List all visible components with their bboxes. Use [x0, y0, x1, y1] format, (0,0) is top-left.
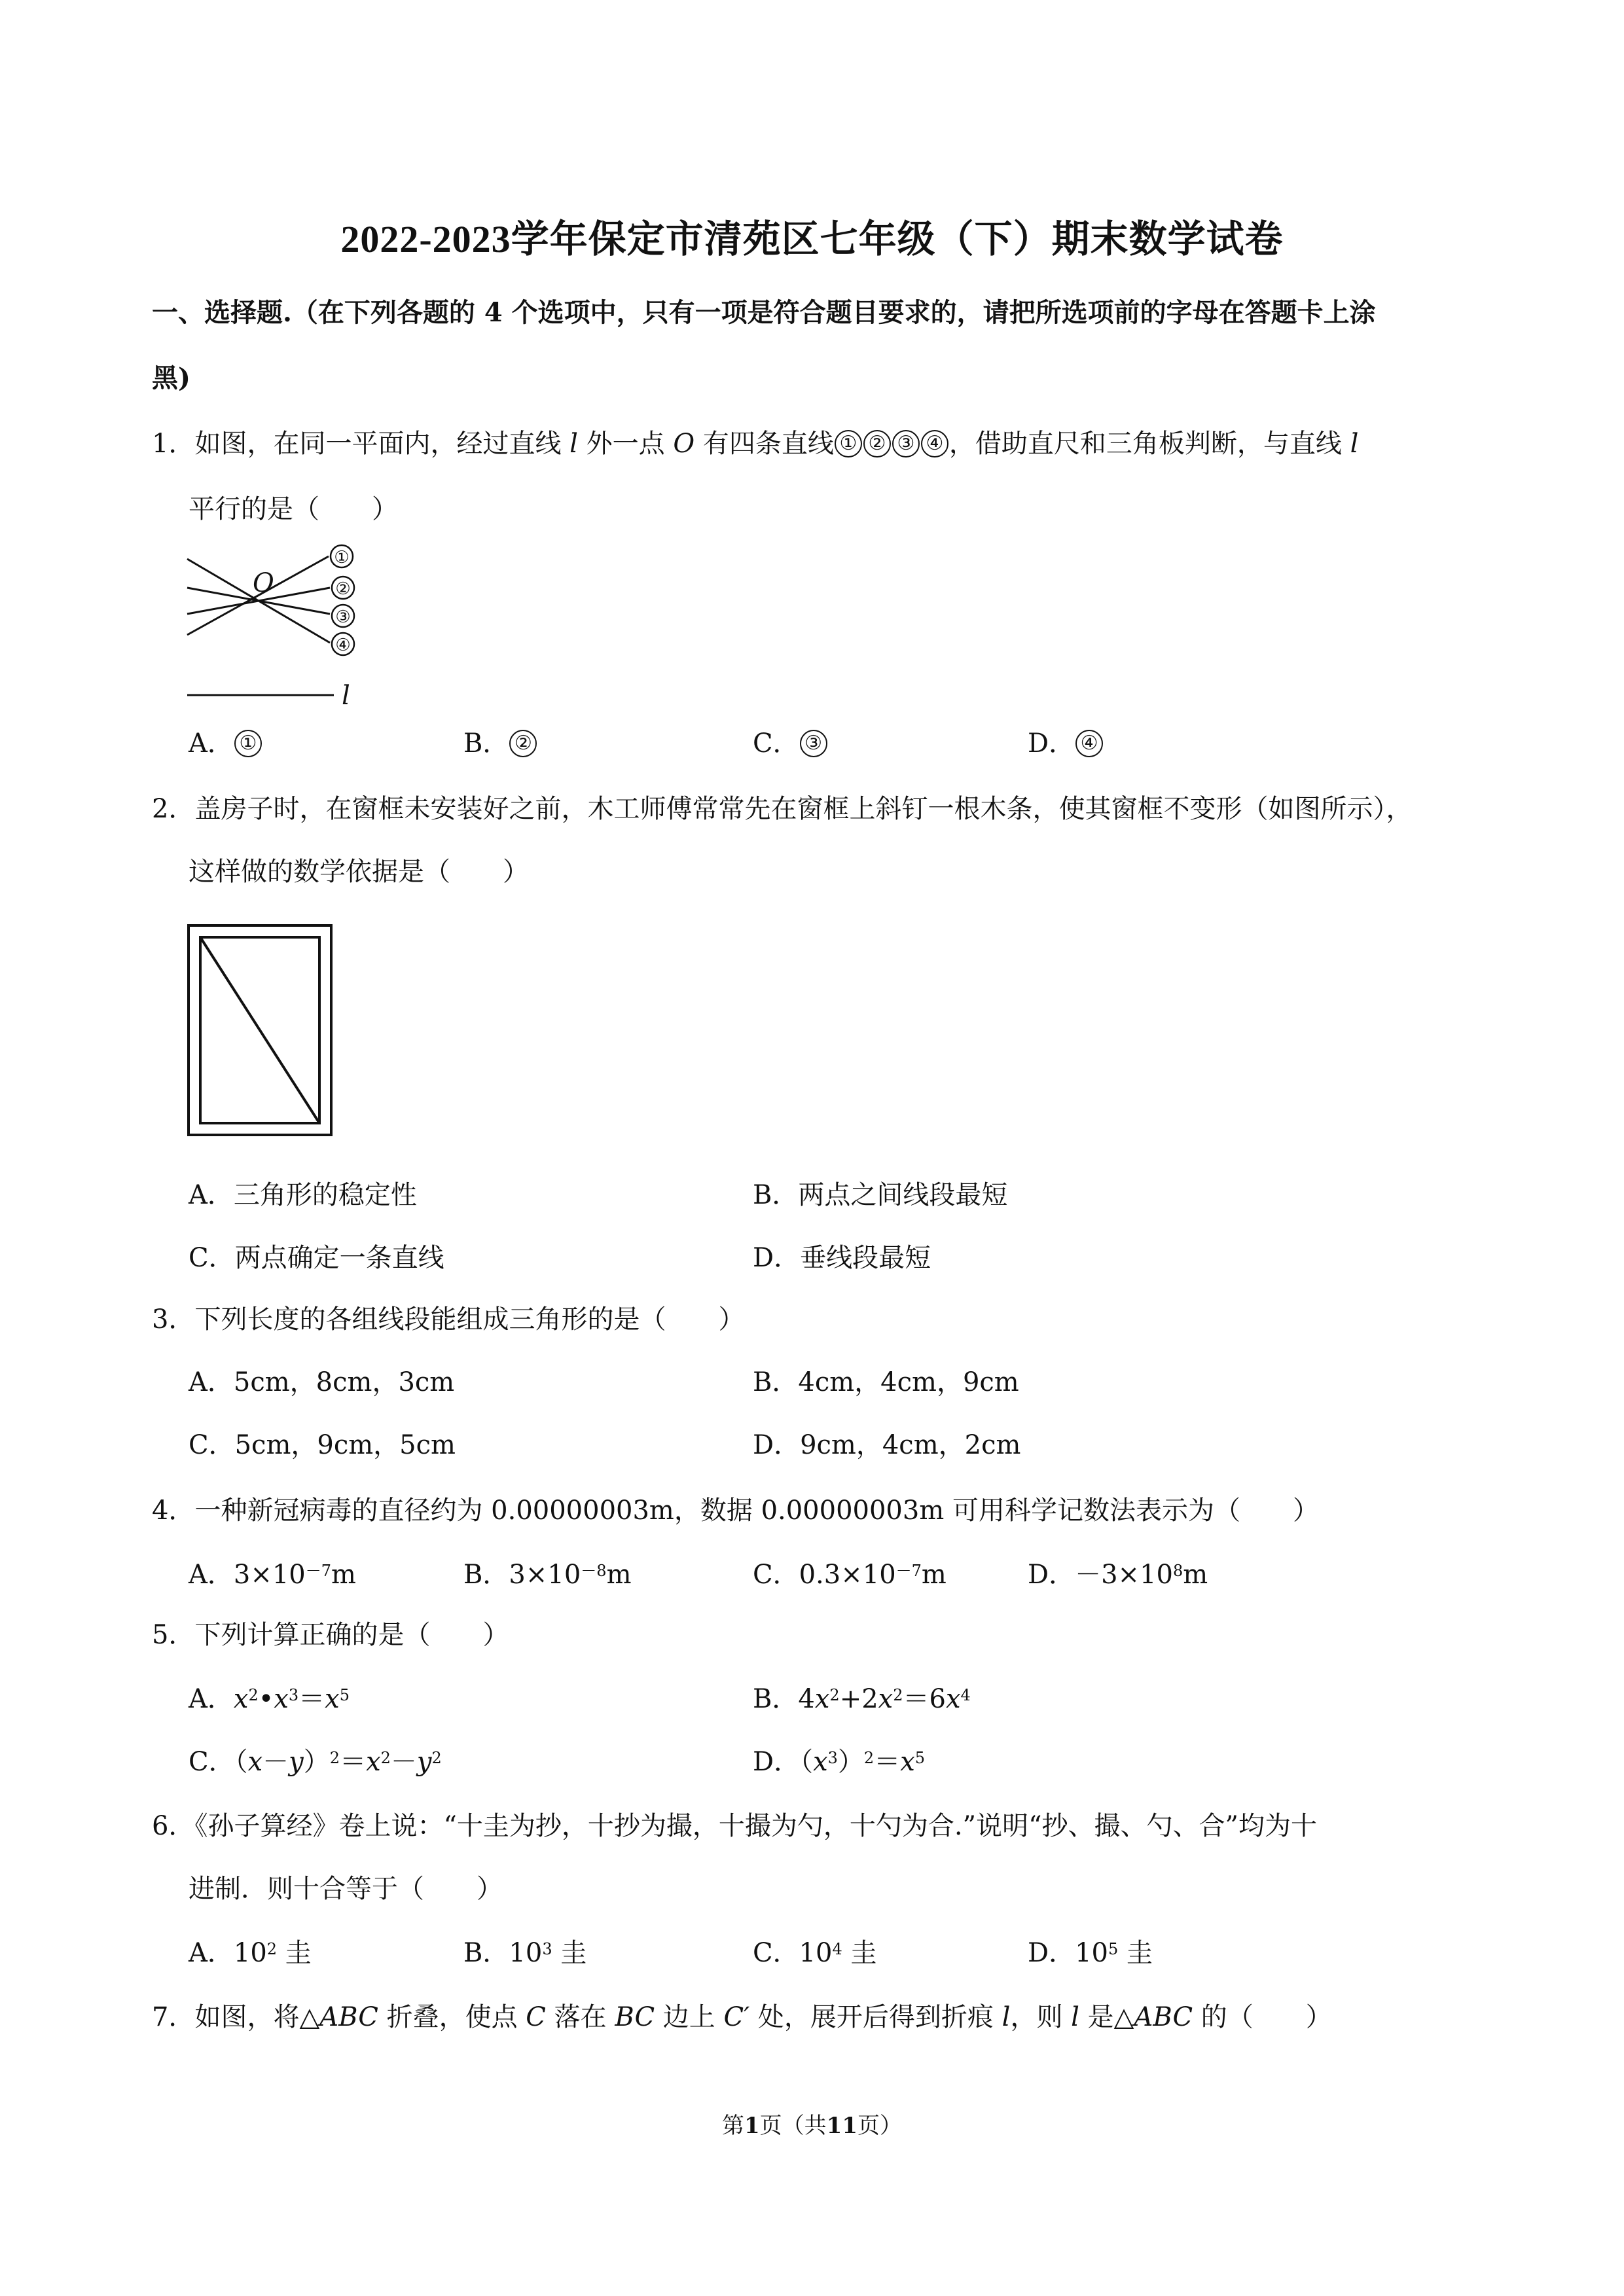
option-6a: A．$10^2$ 圭 [189, 1938, 312, 1968]
circled-4: ④ [921, 430, 948, 457]
question-5-text: 5．下列计算正确的是（ ） [152, 1620, 509, 1650]
option-4b: B．$3\times 10^{-8}m$ [463, 1560, 632, 1590]
question-6-text-cont: 进制．则十合等于（ ） [189, 1874, 503, 1904]
page-footer: 第1页（共11页） [722, 2113, 902, 2139]
option-2d: D．垂线段最短 [753, 1243, 931, 1273]
option-3a: A．5cm，8cm，3cm [189, 1367, 455, 1397]
mark-2: ② [335, 579, 351, 599]
question-4-text: 4．一种新冠病毒的直径约为 0.00000003m，数据 0.00000003m 可用科学记数法表示为（ ） [152, 1496, 1319, 1526]
mark-1: ① [334, 548, 350, 567]
option-1d: D． ④ [1028, 724, 1104, 763]
figure-lines-through-o [177, 537, 399, 720]
figure-window-frame [186, 923, 336, 1139]
option-6b: B．$10^3$ 圭 [463, 1938, 587, 1968]
circled-1: ① [835, 430, 862, 457]
section-header-cont: 黑) [152, 363, 190, 393]
option-1c: C． ③ [753, 724, 828, 763]
question-3-text: 3．下列长度的各组线段能组成三角形的是（ ） [152, 1304, 745, 1335]
option-2b: B．两点之间线段最短 [753, 1180, 1008, 1210]
option-5d: D．$(x^3)^2=x^5$ [753, 1747, 926, 1777]
question-2-text: 2．盖房子时，在窗框未安装好之前，木工师傅常常先在窗框上斜钉一根木条，使其窗框不变形（如图所示）， [152, 794, 1413, 824]
mark-4: ④ [335, 636, 351, 655]
question-1-text: 1．如图，在同一平面内，经过直线 l 外一点 O 有四条直线 ① ② ③ ④ ，借助直尺和三角板判断，与直线 l [152, 429, 1359, 459]
option-5c: C．$(x-y)^2=x^2-y^2$ [189, 1747, 442, 1777]
option-4d: D．$-3\times 10^8m$ [1028, 1560, 1208, 1590]
question-7-text: 7．如图，将△ABC 折叠，使点 C 落在 BC 边上 C′ 处，展开后得到折痕 l，则 l 是△ABC 的（ ） [152, 2002, 1332, 2032]
section-header: 一、选择题.（在下列各题的 4 个选项中，只有一项是符合题目要求的，请把所选项前的字母在答题卡上涂 [152, 297, 1376, 328]
option-1b: B． ② [463, 724, 537, 763]
circled-3: ③ [892, 430, 920, 457]
question-2-text-cont: 这样做的数学依据是（ ） [189, 857, 529, 887]
option-2a: A．三角形的稳定性 [189, 1180, 417, 1210]
option-5b: B．$4x^2+2x^2=6x^4$ [753, 1684, 971, 1714]
label-l: l [342, 681, 350, 711]
page-title: 2022-2023学年保定市清苑区七年级（下）期末数学试卷 [340, 218, 1284, 260]
option-6c: C．$10^4$ 圭 [753, 1938, 877, 1968]
circled-2: ② [863, 430, 891, 457]
option-4c: C．$0.3\times 10^{-7}m$ [753, 1560, 947, 1590]
option-3c: C．5cm，9cm，5cm [189, 1430, 456, 1460]
option-3b: B．4cm，4cm，9cm [753, 1367, 1019, 1397]
option-3d: D．9cm，4cm，2cm [753, 1430, 1021, 1460]
question-6-text: 6．《孙子算经》卷上说：“十圭为抄，十抄为撮，十撮为勺，十勺为合.”说明“抄、撮、勺、合”均为十 [152, 1811, 1317, 1841]
mark-3: ③ [335, 607, 351, 627]
label-o: O [253, 568, 274, 598]
question-number: 1． [152, 429, 195, 459]
option-5a: A．$x^2•x^3=x^5$ [189, 1684, 350, 1714]
option-4a: A．$3\times 10^{-7}m$ [189, 1560, 356, 1590]
question-1-text-cont: 平行的是（ ） [189, 494, 398, 524]
option-6d: D．$10^5$ 圭 [1028, 1938, 1153, 1968]
option-2c: C．两点确定一条直线 [189, 1243, 444, 1273]
option-1a: A． ① [189, 724, 262, 763]
